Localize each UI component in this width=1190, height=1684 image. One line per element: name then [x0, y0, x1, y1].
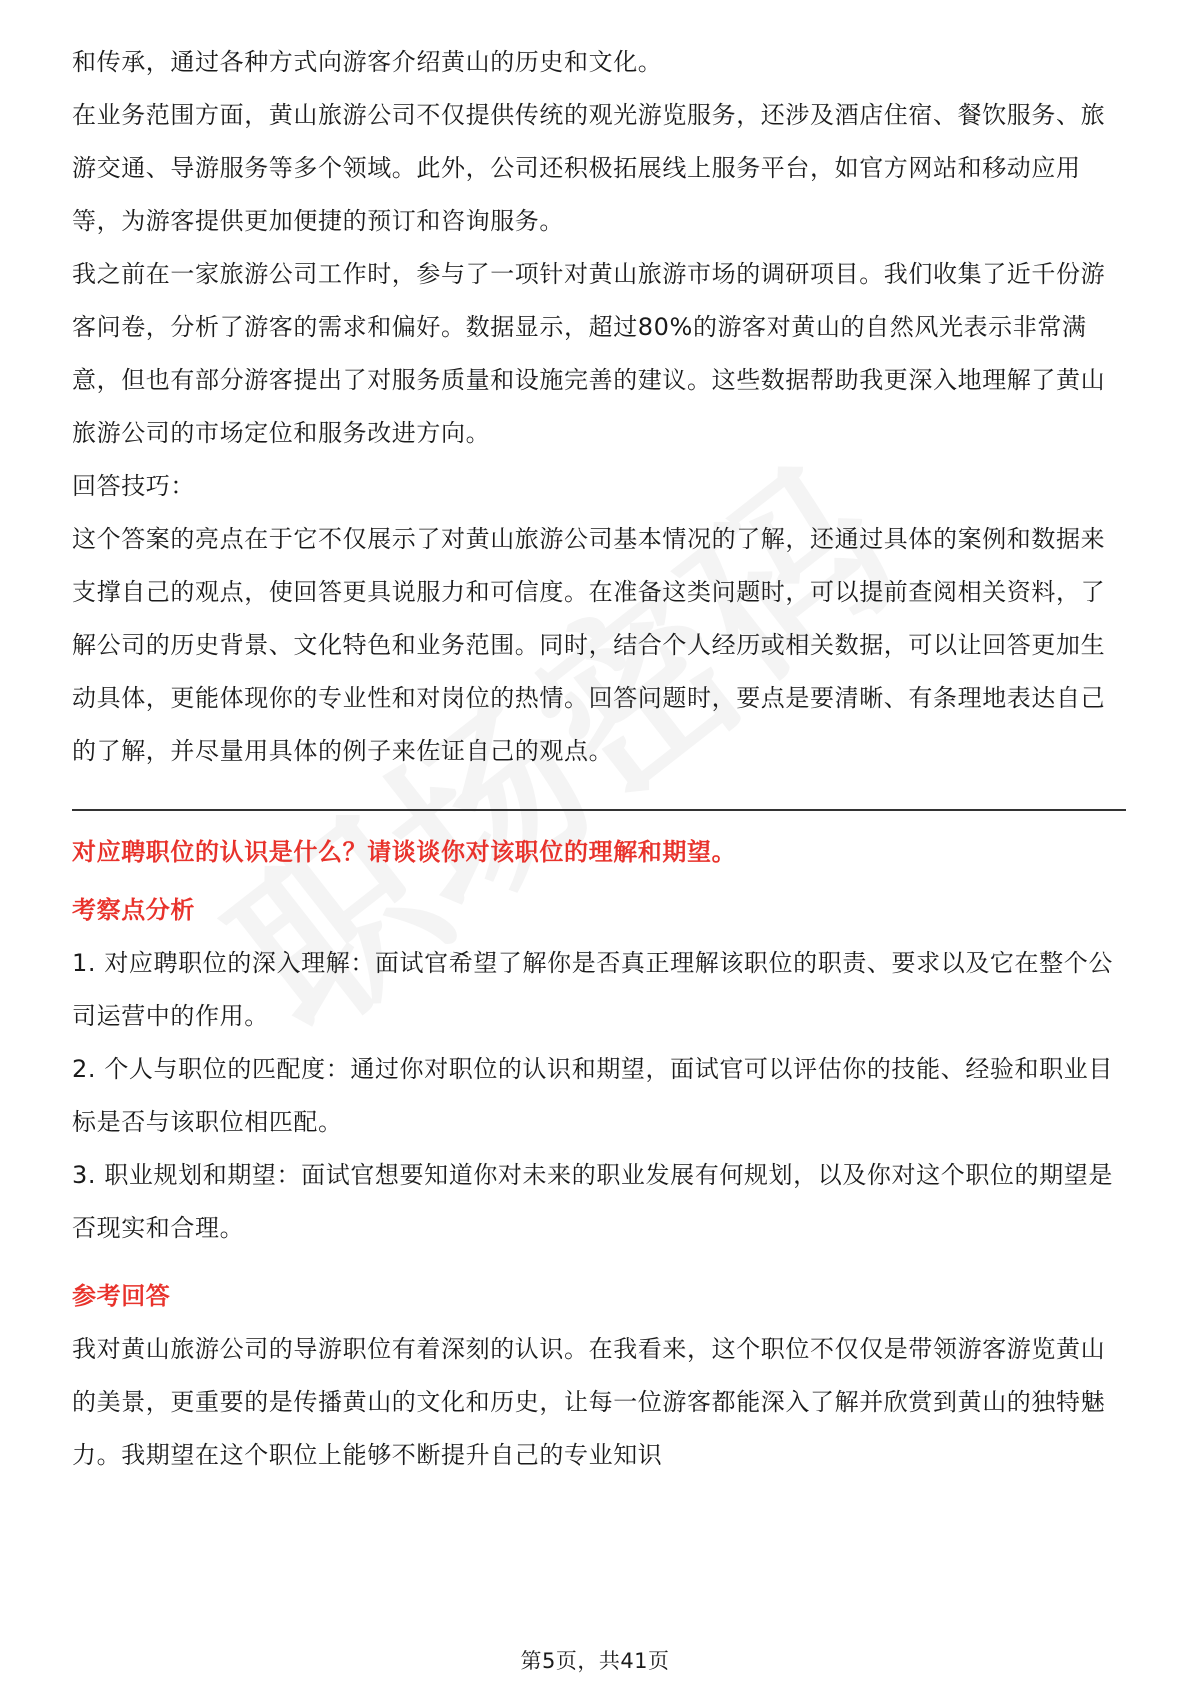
analysis-point: 3. 职业规划和期望：面试官想要知道你对未来的职业发展有何规划，以及你对这个职位的期望是否现实和合理。 — [72, 1161, 1113, 1242]
analysis-heading: 考察点分析 — [72, 896, 195, 924]
document-page — [72, 36, 1128, 1482]
page-footer: 第5页，共41页 — [520, 1649, 670, 1673]
analysis-point: 1. 对应聘职位的深入理解：面试官希望了解你是否真正理解该职位的职责、要求以及它在整个公司运营中的作用。 — [72, 949, 1113, 1030]
paragraph: 在业务范围方面，黄山旅游公司不仅提供传统的观光游览服务，还涉及酒店住宿、餐饮服务、旅游交通、导游服务等多个领域。此外，公司还积极拓展线上服务平台，如官方网站和移动应用等，为游客提供更加便捷的预订和咨询服务。 — [72, 101, 1106, 235]
tips-label: 回答技巧： — [72, 472, 195, 500]
reference-heading: 参考回答 — [72, 1282, 171, 1310]
section-divider — [72, 809, 1126, 811]
analysis-point: 2. 个人与职位的匹配度：通过你对职位的认识和期望，面试官可以评估你的技能、经验和职业目标是否与该职位相匹配。 — [72, 1055, 1113, 1136]
tips-text: 这个答案的亮点在于它不仅展示了对黄山旅游公司基本情况的了解，还通过具体的案例和数据来支撑自己的观点，使回答更具说服力和可信度。在准备这类问题时，可以提前查阅相关资料，了解公司的历史背景、文化特色和业务范围。同时，结合个人经历或相关数据，可以让回答更加生动具体，更能体现你的专业性和对岗位的热情。回答问题时，要点是要清晰、有条理地表达自己的了解，并尽量用具体的例子来佐证自己的观点。 — [72, 525, 1106, 765]
reference-text: 我对黄山旅游公司的导游职位有着深刻的认识。在我看来，这个职位不仅仅是带领游客游览黄山的美景，更重要的是传播黄山的文化和历史，让每一位游客都能深入了解并欣赏到黄山的独特魅力。我期望在这个职位上能够不断提升自己的专业知识 — [72, 1335, 1106, 1469]
paragraph: 和传承，通过各种方式向游客介绍黄山的历史和文化。 — [72, 48, 663, 76]
paragraph: 我之前在一家旅游公司工作时，参与了一项针对黄山旅游市场的调研项目。我们收集了近千份游客问卷，分析了游客的需求和偏好。数据显示，超过80%的游客对黄山的自然风光表示非常满意，但也有部分游客提出了对服务质量和设施完善的建议。这些数据帮助我更深入地理解了黄山旅游公司的市场定位和服务改进方向。 — [72, 260, 1106, 447]
question-title: 对应聘职位的认识是什么？请谈谈你对该职位的理解和期望。 — [72, 838, 737, 866]
